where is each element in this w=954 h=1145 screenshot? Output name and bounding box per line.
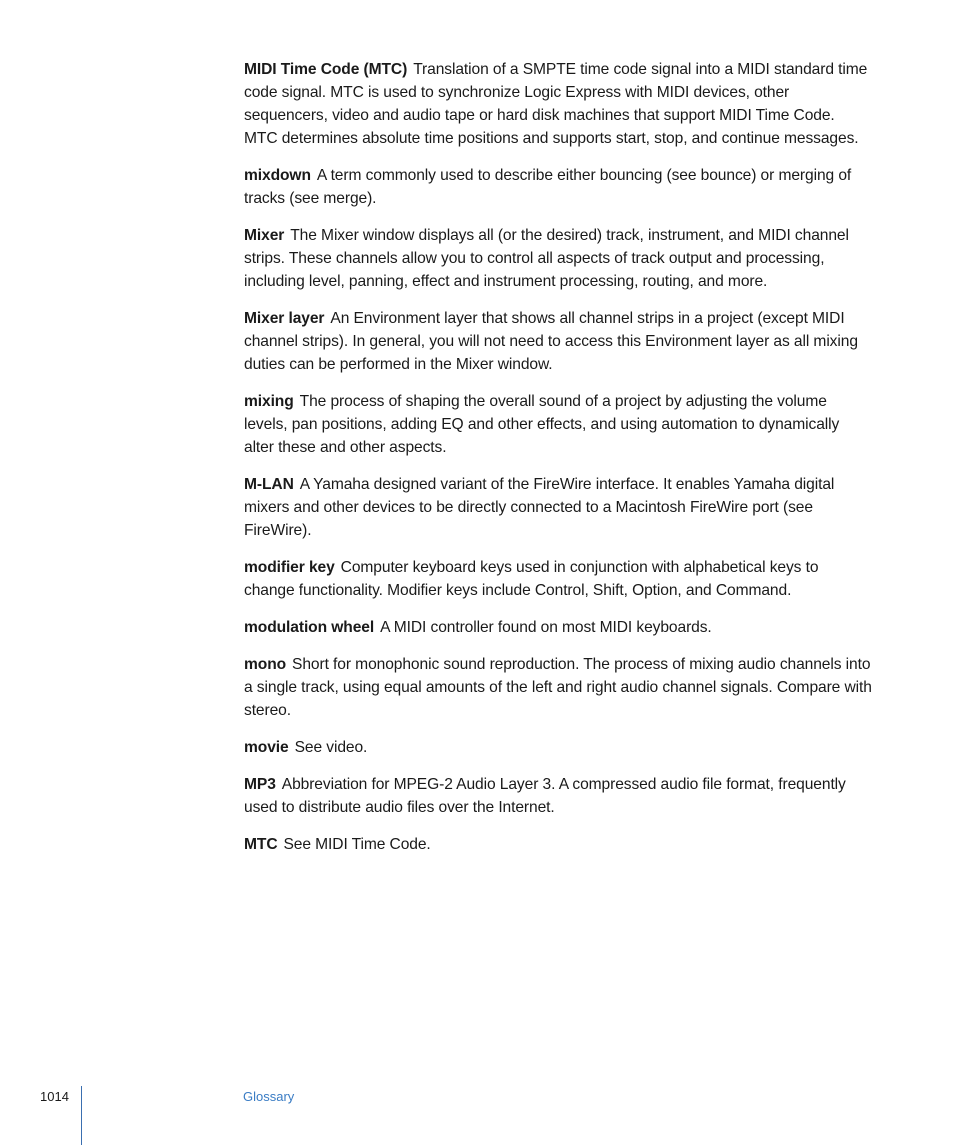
glossary-term: mixdown (244, 167, 311, 184)
glossary-definition: See MIDI Time Code. (283, 836, 431, 853)
glossary-entry (244, 773, 872, 819)
glossary-entry (244, 833, 872, 856)
footer-section-link[interactable]: Glossary (243, 1089, 295, 1104)
page-number: 1014 (40, 1089, 69, 1104)
glossary-entry (244, 473, 872, 542)
glossary-entry (244, 164, 872, 210)
glossary-definition: Short for monophonic sound reproduction. The process of mixing audio channels into a single track, using equal amounts of the left and right audio channel signals. Compare with stereo. (244, 656, 872, 719)
glossary-definition: An Environment layer that shows all channel strips in a project (except MIDI channel strips). In general, you will not need to access this Environment layer as all mixing duties can be performed in the Mixer window. (244, 310, 858, 373)
glossary-definition: Translation of a SMPTE time code signal into a MIDI standard time code signal. MTC is used to synchronize Logic Express with MIDI devices, other sequencers, video and audio tape or hard disk machines that support MIDI Time Code. MTC determines absolute time positions and supports start, stop, and continue messages. (244, 61, 868, 147)
glossary-term: movie (244, 739, 289, 756)
glossary-term: MIDI Time Code (MTC) (244, 61, 408, 78)
glossary-definition: Abbreviation for MPEG-2 Audio Layer 3. A compressed audio file format, frequently used to distribute audio files over the Internet. (244, 776, 846, 816)
glossary-entry (244, 58, 872, 150)
glossary-term: modulation wheel (244, 619, 375, 636)
glossary-entry (244, 653, 872, 722)
glossary-term: Mixer (244, 227, 285, 244)
glossary-definition: The process of shaping the overall sound of a project by adjusting the volume levels, pan positions, adding EQ and other effects, and using automation to dynamically alter these and other aspects. (244, 393, 840, 456)
glossary-definition: See video. (294, 739, 368, 756)
footer-divider (81, 1086, 82, 1145)
glossary-term: MTC (244, 836, 278, 853)
glossary-definition: A MIDI controller found on most MIDI keyboards. (380, 619, 712, 636)
glossary-entry (244, 616, 872, 639)
glossary-definition: A term commonly used to describe either bouncing (see bounce) or merging of tracks (see merge). (244, 167, 852, 207)
glossary-entry (244, 556, 872, 602)
glossary-term: mixing (244, 393, 294, 410)
glossary-definition: The Mixer window displays all (or the desired) track, instrument, and MIDI channel strips. These channels allow you to control all aspects of track output and processing, including level, panning, effect and instrument processing, routing, and more. (244, 227, 849, 290)
glossary-definition: A Yamaha designed variant of the FireWire interface. It enables Yamaha digital mixers and other devices to be directly connected to a Macintosh FireWire port (see FireWire). (244, 476, 835, 539)
glossary-term: mono (244, 656, 287, 673)
glossary-entry (244, 736, 872, 759)
glossary-entry (244, 390, 872, 459)
glossary-entry (244, 224, 872, 293)
glossary-definition: Computer keyboard keys used in conjunction with alphabetical keys to change functionality. Modifier keys include Control, Shift, Option, and Command. (244, 559, 819, 599)
glossary-term: M-LAN (244, 476, 294, 493)
glossary-content (244, 58, 872, 870)
glossary-term: Mixer layer (244, 310, 325, 327)
glossary-term: modifier key (244, 559, 335, 576)
glossary-term: MP3 (244, 776, 276, 793)
glossary-entry (244, 307, 872, 376)
